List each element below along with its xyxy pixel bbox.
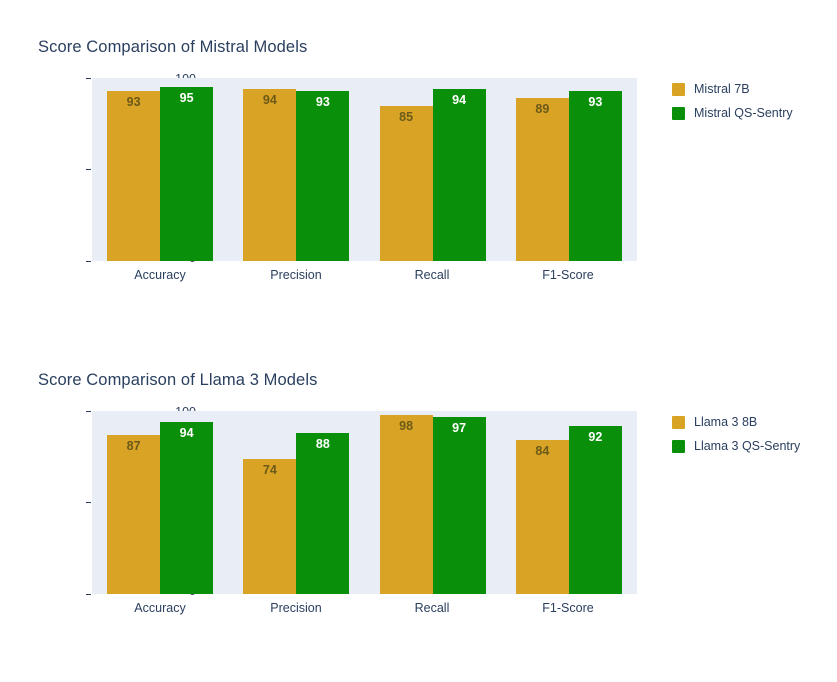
bar-group — [92, 411, 228, 594]
legend-item[interactable] — [672, 106, 793, 120]
bar[interactable] — [380, 415, 433, 594]
legend-label: Llama 3 8B — [694, 415, 758, 429]
legend-label: Llama 3 QS-Sentry — [694, 439, 801, 453]
legend-swatch-icon — [672, 416, 685, 429]
legend-item[interactable] — [672, 415, 800, 429]
bar-wrapper — [433, 417, 486, 594]
y-tick-mark-100 — [86, 411, 91, 412]
legend-label: Mistral QS-Sentry — [694, 106, 793, 120]
bar-wrapper — [107, 435, 160, 594]
chart-llama3 — [0, 345, 837, 645]
bar-group — [92, 78, 228, 261]
bar[interactable] — [243, 89, 296, 261]
bar-group — [365, 411, 501, 594]
bar-group — [501, 411, 637, 594]
bar-wrapper — [433, 89, 486, 261]
legend — [672, 82, 793, 130]
x-tick-label: Accuracy — [134, 268, 186, 282]
bar[interactable] — [569, 91, 622, 261]
bar-wrapper — [516, 98, 569, 261]
bar-wrapper — [107, 91, 160, 261]
legend-swatch-icon — [672, 107, 685, 120]
bar[interactable] — [433, 89, 486, 261]
x-tick-label: Recall — [414, 601, 450, 615]
x-tick-label: Accuracy — [134, 601, 186, 615]
bar-groups — [92, 78, 637, 261]
bar[interactable] — [516, 98, 569, 261]
legend-label: Mistral 7B — [694, 82, 750, 96]
plot-area — [92, 411, 637, 594]
bar-value-label: 74 — [262, 463, 277, 477]
bar-wrapper — [296, 433, 349, 594]
y-tick-mark-100 — [86, 78, 91, 79]
bar[interactable] — [569, 426, 622, 594]
legend — [672, 415, 800, 463]
bar-value-label: 95 — [179, 91, 194, 105]
bar-wrapper — [516, 440, 569, 594]
legend-item[interactable] — [672, 82, 793, 96]
x-tick-label: Precision — [270, 268, 322, 282]
bar-value-label: 93 — [315, 95, 330, 109]
bar-group — [228, 411, 364, 594]
bar-value-label: 98 — [399, 419, 414, 433]
y-tick-mark-50 — [86, 502, 91, 503]
chart-title: Score Comparison of Llama 3 Models — [38, 371, 318, 389]
legend-swatch-icon — [672, 440, 685, 453]
bar[interactable] — [296, 433, 349, 594]
bar-wrapper — [296, 91, 349, 261]
bar-wrapper — [380, 415, 433, 594]
bar-value-label: 93 — [588, 95, 603, 109]
bar[interactable] — [107, 435, 160, 594]
bar-value-label: 87 — [126, 439, 141, 453]
bar-value-label: 94 — [179, 426, 194, 440]
bar-group — [501, 78, 637, 261]
chart-title: Score Comparison of Mistral Models — [38, 38, 308, 56]
bar-wrapper — [380, 106, 433, 261]
bar[interactable] — [160, 422, 213, 594]
bar-wrapper — [160, 422, 213, 594]
bar[interactable] — [380, 106, 433, 261]
bar-group — [365, 78, 501, 261]
bar[interactable] — [107, 91, 160, 261]
bar-wrapper — [243, 89, 296, 261]
bar[interactable] — [160, 87, 213, 261]
bar-wrapper — [160, 87, 213, 261]
bar-value-label: 85 — [399, 110, 414, 124]
y-tick-mark-50 — [86, 169, 91, 170]
y-tick-mark-0 — [86, 261, 91, 262]
bar-wrapper — [243, 459, 296, 594]
x-tick-label: Recall — [414, 268, 450, 282]
chart-mistral — [0, 12, 837, 312]
bar[interactable] — [433, 417, 486, 594]
y-tick-mark-0 — [86, 594, 91, 595]
bar-value-label: 94 — [452, 93, 467, 107]
bar-groups — [92, 411, 637, 594]
bar-group — [228, 78, 364, 261]
legend-swatch-icon — [672, 83, 685, 96]
bar[interactable] — [516, 440, 569, 594]
x-tick-label: Precision — [270, 601, 322, 615]
bar-value-label: 97 — [452, 421, 467, 435]
bar-value-label: 88 — [315, 437, 330, 451]
bar-wrapper — [569, 426, 622, 594]
bar[interactable] — [243, 459, 296, 594]
bar-value-label: 89 — [535, 102, 550, 116]
x-tick-label: F1-Score — [542, 601, 594, 615]
plot-area — [92, 78, 637, 261]
bar-value-label: 93 — [126, 95, 141, 109]
bar-value-label: 84 — [535, 444, 550, 458]
legend-item[interactable] — [672, 439, 800, 453]
x-tick-label: F1-Score — [542, 268, 594, 282]
bar-value-label: 92 — [588, 430, 603, 444]
bar-value-label: 94 — [262, 93, 277, 107]
bar[interactable] — [296, 91, 349, 261]
bar-wrapper — [569, 91, 622, 261]
